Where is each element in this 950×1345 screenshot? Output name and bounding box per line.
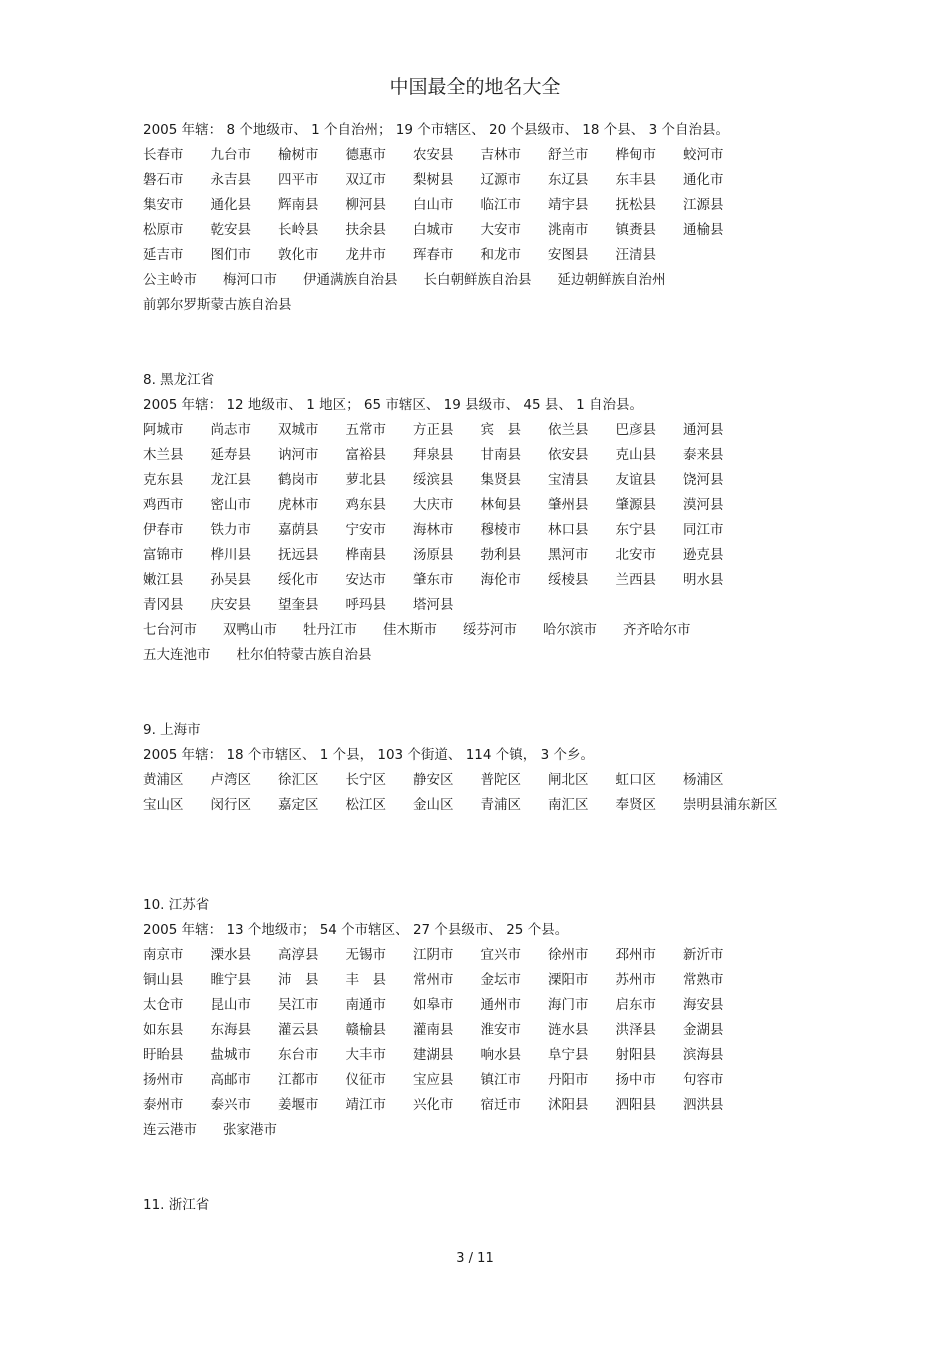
place-name: 吉林市 (480, 147, 521, 163)
place-name: 鸡东县 (345, 497, 386, 513)
place-name: 通化市 (683, 172, 724, 188)
place-name: 集贤县 (480, 472, 521, 488)
place-name: 梅河口市 (223, 272, 277, 288)
place-name: 东辽县 (548, 172, 589, 188)
place-name: 克东县 (143, 472, 184, 488)
section (143, 368, 843, 718)
place-name: 仪征市 (345, 1072, 386, 1088)
place-name: 南汇区 (548, 797, 589, 813)
place-name: 长岭县 (278, 222, 319, 238)
place-name: 南京市 (143, 947, 184, 963)
section (143, 893, 843, 1193)
place-name: 辽源市 (480, 172, 521, 188)
place-name: 徐汇区 (278, 772, 319, 788)
place-name: 盱眙县 (143, 1047, 184, 1063)
place-name: 泰州市 (143, 1097, 184, 1113)
place-name: 丰 县 (345, 972, 386, 988)
place-row (143, 568, 843, 593)
section-summary: 2005 年辖： 13 个地级市； 54 个市辖区、 27 个县级市、 25 个县。 (143, 922, 569, 938)
place-name: 兰西县 (615, 572, 656, 588)
place-name: 宜兴市 (480, 947, 521, 963)
place-name: 木兰县 (143, 447, 184, 463)
place-name: 响水县 (480, 1047, 521, 1063)
place-name: 普陀区 (480, 772, 521, 788)
place-name: 徐州市 (548, 947, 589, 963)
place-name: 珲春市 (413, 247, 454, 263)
place-name: 柳河县 (345, 197, 386, 213)
blank-line (143, 1168, 843, 1193)
place-name: 通河县 (683, 422, 724, 438)
document-body (143, 118, 843, 1218)
place-name: 扬中市 (615, 1072, 656, 1088)
place-row (143, 168, 843, 193)
place-name: 铁力市 (210, 522, 251, 538)
section-heading: 9. 上海市 (143, 722, 201, 738)
place-name: 闵行区 (210, 797, 251, 813)
page-title: 中国最全的地名大全 (389, 76, 561, 98)
place-name: 嘉荫县 (278, 522, 319, 538)
place-row (143, 293, 843, 318)
place-row (143, 1118, 843, 1143)
place-name: 绥化市 (278, 572, 319, 588)
place-name: 长春市 (143, 147, 184, 163)
place-name: 南通市 (345, 997, 386, 1013)
section-heading: 11. 浙江省 (143, 1197, 210, 1213)
place-name: 金山区 (413, 797, 454, 813)
place-name: 嫩江县 (143, 572, 184, 588)
place-name: 海林市 (413, 522, 454, 538)
place-name: 邳州市 (615, 947, 656, 963)
blank-line (143, 318, 843, 343)
place-name: 杜尔伯特蒙古族自治县 (236, 647, 372, 663)
place-name: 北安市 (615, 547, 656, 563)
place-name: 漠河县 (683, 497, 724, 513)
place-row (143, 1068, 843, 1093)
place-name: 哈尔滨市 (543, 622, 597, 638)
place-name: 延寿县 (210, 447, 251, 463)
place-name: 灌南县 (413, 1022, 454, 1038)
place-name: 五大连池市 (143, 647, 211, 663)
place-name: 靖江市 (345, 1097, 386, 1113)
place-name: 泰兴市 (210, 1097, 251, 1113)
place-name: 白山市 (413, 197, 454, 213)
place-row (143, 418, 843, 443)
place-name: 洪泽县 (615, 1022, 656, 1038)
place-name: 逊克县 (683, 547, 724, 563)
place-name: 绥滨县 (413, 472, 454, 488)
place-name: 泰来县 (683, 447, 724, 463)
place-name: 富裕县 (345, 447, 386, 463)
place-name: 黑河市 (548, 547, 589, 563)
place-name: 图们市 (210, 247, 251, 263)
place-name: 巴彦县 (615, 422, 656, 438)
place-name: 辉南县 (278, 197, 319, 213)
place-name: 阜宁县 (548, 1047, 589, 1063)
place-row (143, 943, 843, 968)
place-name: 五常市 (345, 422, 386, 438)
place-name: 庆安县 (210, 597, 251, 613)
place-name: 嘉定区 (278, 797, 319, 813)
place-name: 公主岭市 (143, 272, 197, 288)
section-summary: 2005 年辖： 12 地级市、 1 地区； 65 市辖区、 19 县级市、 45 县、 1 自治县。 (143, 397, 644, 413)
place-name: 江阴市 (413, 947, 454, 963)
place-name: 海门市 (548, 997, 589, 1013)
place-row (143, 1093, 843, 1118)
place-name: 佳木斯市 (383, 622, 437, 638)
place-name: 铜山县 (143, 972, 184, 988)
place-name: 盐城市 (210, 1047, 251, 1063)
place-name: 农安县 (413, 147, 454, 163)
place-row (143, 1018, 843, 1043)
place-name: 尚志市 (210, 422, 251, 438)
place-name: 饶河县 (683, 472, 724, 488)
section-heading: 8. 黑龙江省 (143, 372, 215, 388)
place-name: 永吉县 (210, 172, 251, 188)
place-name: 丹阳市 (548, 1072, 589, 1088)
place-name: 东丰县 (615, 172, 656, 188)
place-name: 杨浦区 (683, 772, 724, 788)
blank-line (143, 343, 843, 368)
place-name: 句容市 (683, 1072, 724, 1088)
place-name: 宝山区 (143, 797, 184, 813)
place-name: 通州市 (480, 997, 521, 1013)
place-name: 虎林市 (278, 497, 319, 513)
place-name: 桦南县 (345, 547, 386, 563)
place-name: 海伦市 (480, 572, 521, 588)
place-name: 林口县 (548, 522, 589, 538)
place-name: 穆棱市 (480, 522, 521, 538)
place-name: 射阳县 (615, 1047, 656, 1063)
place-name: 肇源县 (615, 497, 656, 513)
blank-line (143, 668, 843, 693)
section-heading: 10. 江苏省 (143, 897, 210, 913)
place-row (143, 493, 843, 518)
place-name: 双城市 (278, 422, 319, 438)
place-name: 望奎县 (278, 597, 319, 613)
place-name: 乾安县 (210, 222, 251, 238)
place-name: 甘南县 (480, 447, 521, 463)
place-name: 前郭尔罗斯蒙古族自治县 (143, 297, 292, 313)
place-name: 溧水县 (210, 947, 251, 963)
place-name: 集安市 (143, 197, 184, 213)
place-name: 金湖县 (683, 1022, 724, 1038)
place-name: 安图县 (548, 247, 589, 263)
place-row (143, 193, 843, 218)
blank-line (143, 818, 843, 843)
place-name: 沛 县 (278, 972, 319, 988)
place-name: 蛟河市 (683, 147, 724, 163)
place-name: 连云港市 (143, 1122, 197, 1138)
place-name: 同江市 (683, 522, 724, 538)
place-name: 鹤岗市 (278, 472, 319, 488)
place-name: 长宁区 (345, 772, 386, 788)
place-name: 江源县 (683, 197, 724, 213)
place-name: 海安县 (683, 997, 724, 1013)
place-name: 昆山市 (210, 997, 251, 1013)
place-name: 桦川县 (210, 547, 251, 563)
place-name: 滨海县 (683, 1047, 724, 1063)
place-name: 闸北区 (548, 772, 589, 788)
place-row (143, 968, 843, 993)
place-name: 塔河县 (413, 597, 454, 613)
page-number: 3 / 11 (456, 1251, 494, 1266)
place-row (143, 643, 843, 668)
place-name: 新沂市 (683, 947, 724, 963)
place-name: 静安区 (413, 772, 454, 788)
place-name: 绥芬河市 (463, 622, 517, 638)
place-name: 镇赉县 (615, 222, 656, 238)
place-name: 舒兰市 (548, 147, 589, 163)
place-name: 富锦市 (143, 547, 184, 563)
place-name: 汤原县 (413, 547, 454, 563)
place-name: 肇州县 (548, 497, 589, 513)
place-name: 青冈县 (143, 597, 184, 613)
place-name: 如东县 (143, 1022, 184, 1038)
blank-line (143, 868, 843, 893)
place-name: 敦化市 (278, 247, 319, 263)
place-name: 龙井市 (345, 247, 386, 263)
place-name: 青浦区 (480, 797, 521, 813)
place-name: 延吉市 (143, 247, 184, 263)
place-name: 通化县 (210, 197, 251, 213)
place-name: 拜泉县 (413, 447, 454, 463)
place-name: 梨树县 (413, 172, 454, 188)
place-row (143, 993, 843, 1018)
place-name: 崇明县浦东新区 (683, 797, 778, 813)
place-name: 四平市 (278, 172, 319, 188)
place-name: 方正县 (413, 422, 454, 438)
place-name: 东宁县 (615, 522, 656, 538)
place-name: 明水县 (683, 572, 724, 588)
place-name: 汪清县 (615, 247, 656, 263)
place-name: 密山市 (210, 497, 251, 513)
place-name: 长白朝鲜族自治县 (423, 272, 532, 288)
section (143, 1193, 843, 1218)
place-name: 德惠市 (345, 147, 386, 163)
blank-line (143, 1143, 843, 1168)
place-name: 齐齐哈尔市 (623, 622, 691, 638)
place-name: 九台市 (210, 147, 251, 163)
place-name: 讷河市 (278, 447, 319, 463)
place-name: 溧阳市 (548, 972, 589, 988)
place-name: 睢宁县 (210, 972, 251, 988)
place-name: 呼玛县 (345, 597, 386, 613)
place-name: 松江区 (345, 797, 386, 813)
blank-line (143, 843, 843, 868)
place-row (143, 218, 843, 243)
place-name: 黄浦区 (143, 772, 184, 788)
place-name: 洮南市 (548, 222, 589, 238)
place-row (143, 143, 843, 168)
place-name: 依安县 (548, 447, 589, 463)
place-row (143, 593, 843, 618)
place-row (143, 1043, 843, 1068)
place-name: 奉贤区 (615, 797, 656, 813)
section-summary: 2005 年辖： 18 个市辖区、 1 个县， 103 个街道、 114 个镇， 3 个乡。 (143, 747, 594, 763)
place-name: 依兰县 (548, 422, 589, 438)
place-name: 无锡市 (345, 947, 386, 963)
place-name: 常熟市 (683, 972, 724, 988)
place-row (143, 518, 843, 543)
place-name: 建湖县 (413, 1047, 454, 1063)
place-name: 宁安市 (345, 522, 386, 538)
place-row (143, 543, 843, 568)
place-row (143, 793, 843, 818)
place-row (143, 768, 843, 793)
place-row (143, 243, 843, 268)
place-name: 伊通满族自治县 (303, 272, 398, 288)
place-name: 镇江市 (480, 1072, 521, 1088)
place-name: 虹口区 (615, 772, 656, 788)
place-name: 如皋市 (413, 997, 454, 1013)
place-name: 大丰市 (345, 1047, 386, 1063)
place-name: 吴江市 (278, 997, 319, 1013)
place-row (143, 468, 843, 493)
place-name: 江都市 (278, 1072, 319, 1088)
place-name: 涟水县 (548, 1022, 589, 1038)
place-name: 扬州市 (143, 1072, 184, 1088)
section-summary: 2005 年辖： 8 个地级市、 1 个自治州； 19 个市辖区、 20 个县级市、 18 个县、 3 个自治县。 (143, 122, 729, 138)
place-name: 绥棱县 (548, 572, 589, 588)
place-name: 松原市 (143, 222, 184, 238)
place-name: 宝应县 (413, 1072, 454, 1088)
place-name: 启东市 (615, 997, 656, 1013)
place-name: 桦甸市 (615, 147, 656, 163)
place-name: 兴化市 (413, 1097, 454, 1113)
place-name: 肇东市 (413, 572, 454, 588)
section (143, 718, 843, 893)
place-name: 金坛市 (480, 972, 521, 988)
section (143, 118, 843, 368)
place-name: 靖宇县 (548, 197, 589, 213)
place-row (143, 618, 843, 643)
place-name: 赣榆县 (345, 1022, 386, 1038)
place-name: 姜堰市 (278, 1097, 319, 1113)
place-name: 牡丹江市 (303, 622, 357, 638)
blank-line (143, 693, 843, 718)
place-name: 友谊县 (615, 472, 656, 488)
place-name: 抚松县 (615, 197, 656, 213)
place-name: 卢湾区 (210, 772, 251, 788)
place-name: 和龙市 (480, 247, 521, 263)
place-name: 白城市 (413, 222, 454, 238)
place-name: 双辽市 (345, 172, 386, 188)
place-name: 灌云县 (278, 1022, 319, 1038)
place-name: 林甸县 (480, 497, 521, 513)
place-name: 通榆县 (683, 222, 724, 238)
place-name: 克山县 (615, 447, 656, 463)
place-name: 延边朝鲜族自治州 (557, 272, 666, 288)
place-name: 阿城市 (143, 422, 184, 438)
place-name: 临江市 (480, 197, 521, 213)
place-name: 大安市 (480, 222, 521, 238)
place-name: 勃利县 (480, 547, 521, 563)
place-name: 常州市 (413, 972, 454, 988)
place-name: 伊春市 (143, 522, 184, 538)
place-name: 淮安市 (480, 1022, 521, 1038)
place-name: 孙吴县 (210, 572, 251, 588)
place-name: 双鸭山市 (223, 622, 277, 638)
place-name: 东台市 (278, 1047, 319, 1063)
place-name: 磐石市 (143, 172, 184, 188)
place-name: 扶余县 (345, 222, 386, 238)
place-name: 泗阳县 (615, 1097, 656, 1113)
place-name: 榆树市 (278, 147, 319, 163)
place-name: 高淳县 (278, 947, 319, 963)
place-name: 泗洪县 (683, 1097, 724, 1113)
place-name: 太仓市 (143, 997, 184, 1013)
place-name: 张家港市 (223, 1122, 277, 1138)
place-row (143, 268, 843, 293)
place-name: 七台河市 (143, 622, 197, 638)
place-name: 苏州市 (615, 972, 656, 988)
place-name: 高邮市 (210, 1072, 251, 1088)
place-row (143, 443, 843, 468)
place-name: 萝北县 (345, 472, 386, 488)
place-name: 沭阳县 (548, 1097, 589, 1113)
place-name: 宝清县 (548, 472, 589, 488)
place-name: 龙江县 (210, 472, 251, 488)
place-name: 安达市 (345, 572, 386, 588)
place-name: 大庆市 (413, 497, 454, 513)
place-name: 宿迁市 (480, 1097, 521, 1113)
place-name: 东海县 (210, 1022, 251, 1038)
place-name: 抚远县 (278, 547, 319, 563)
place-name: 宾 县 (480, 422, 521, 438)
place-name: 鸡西市 (143, 497, 184, 513)
